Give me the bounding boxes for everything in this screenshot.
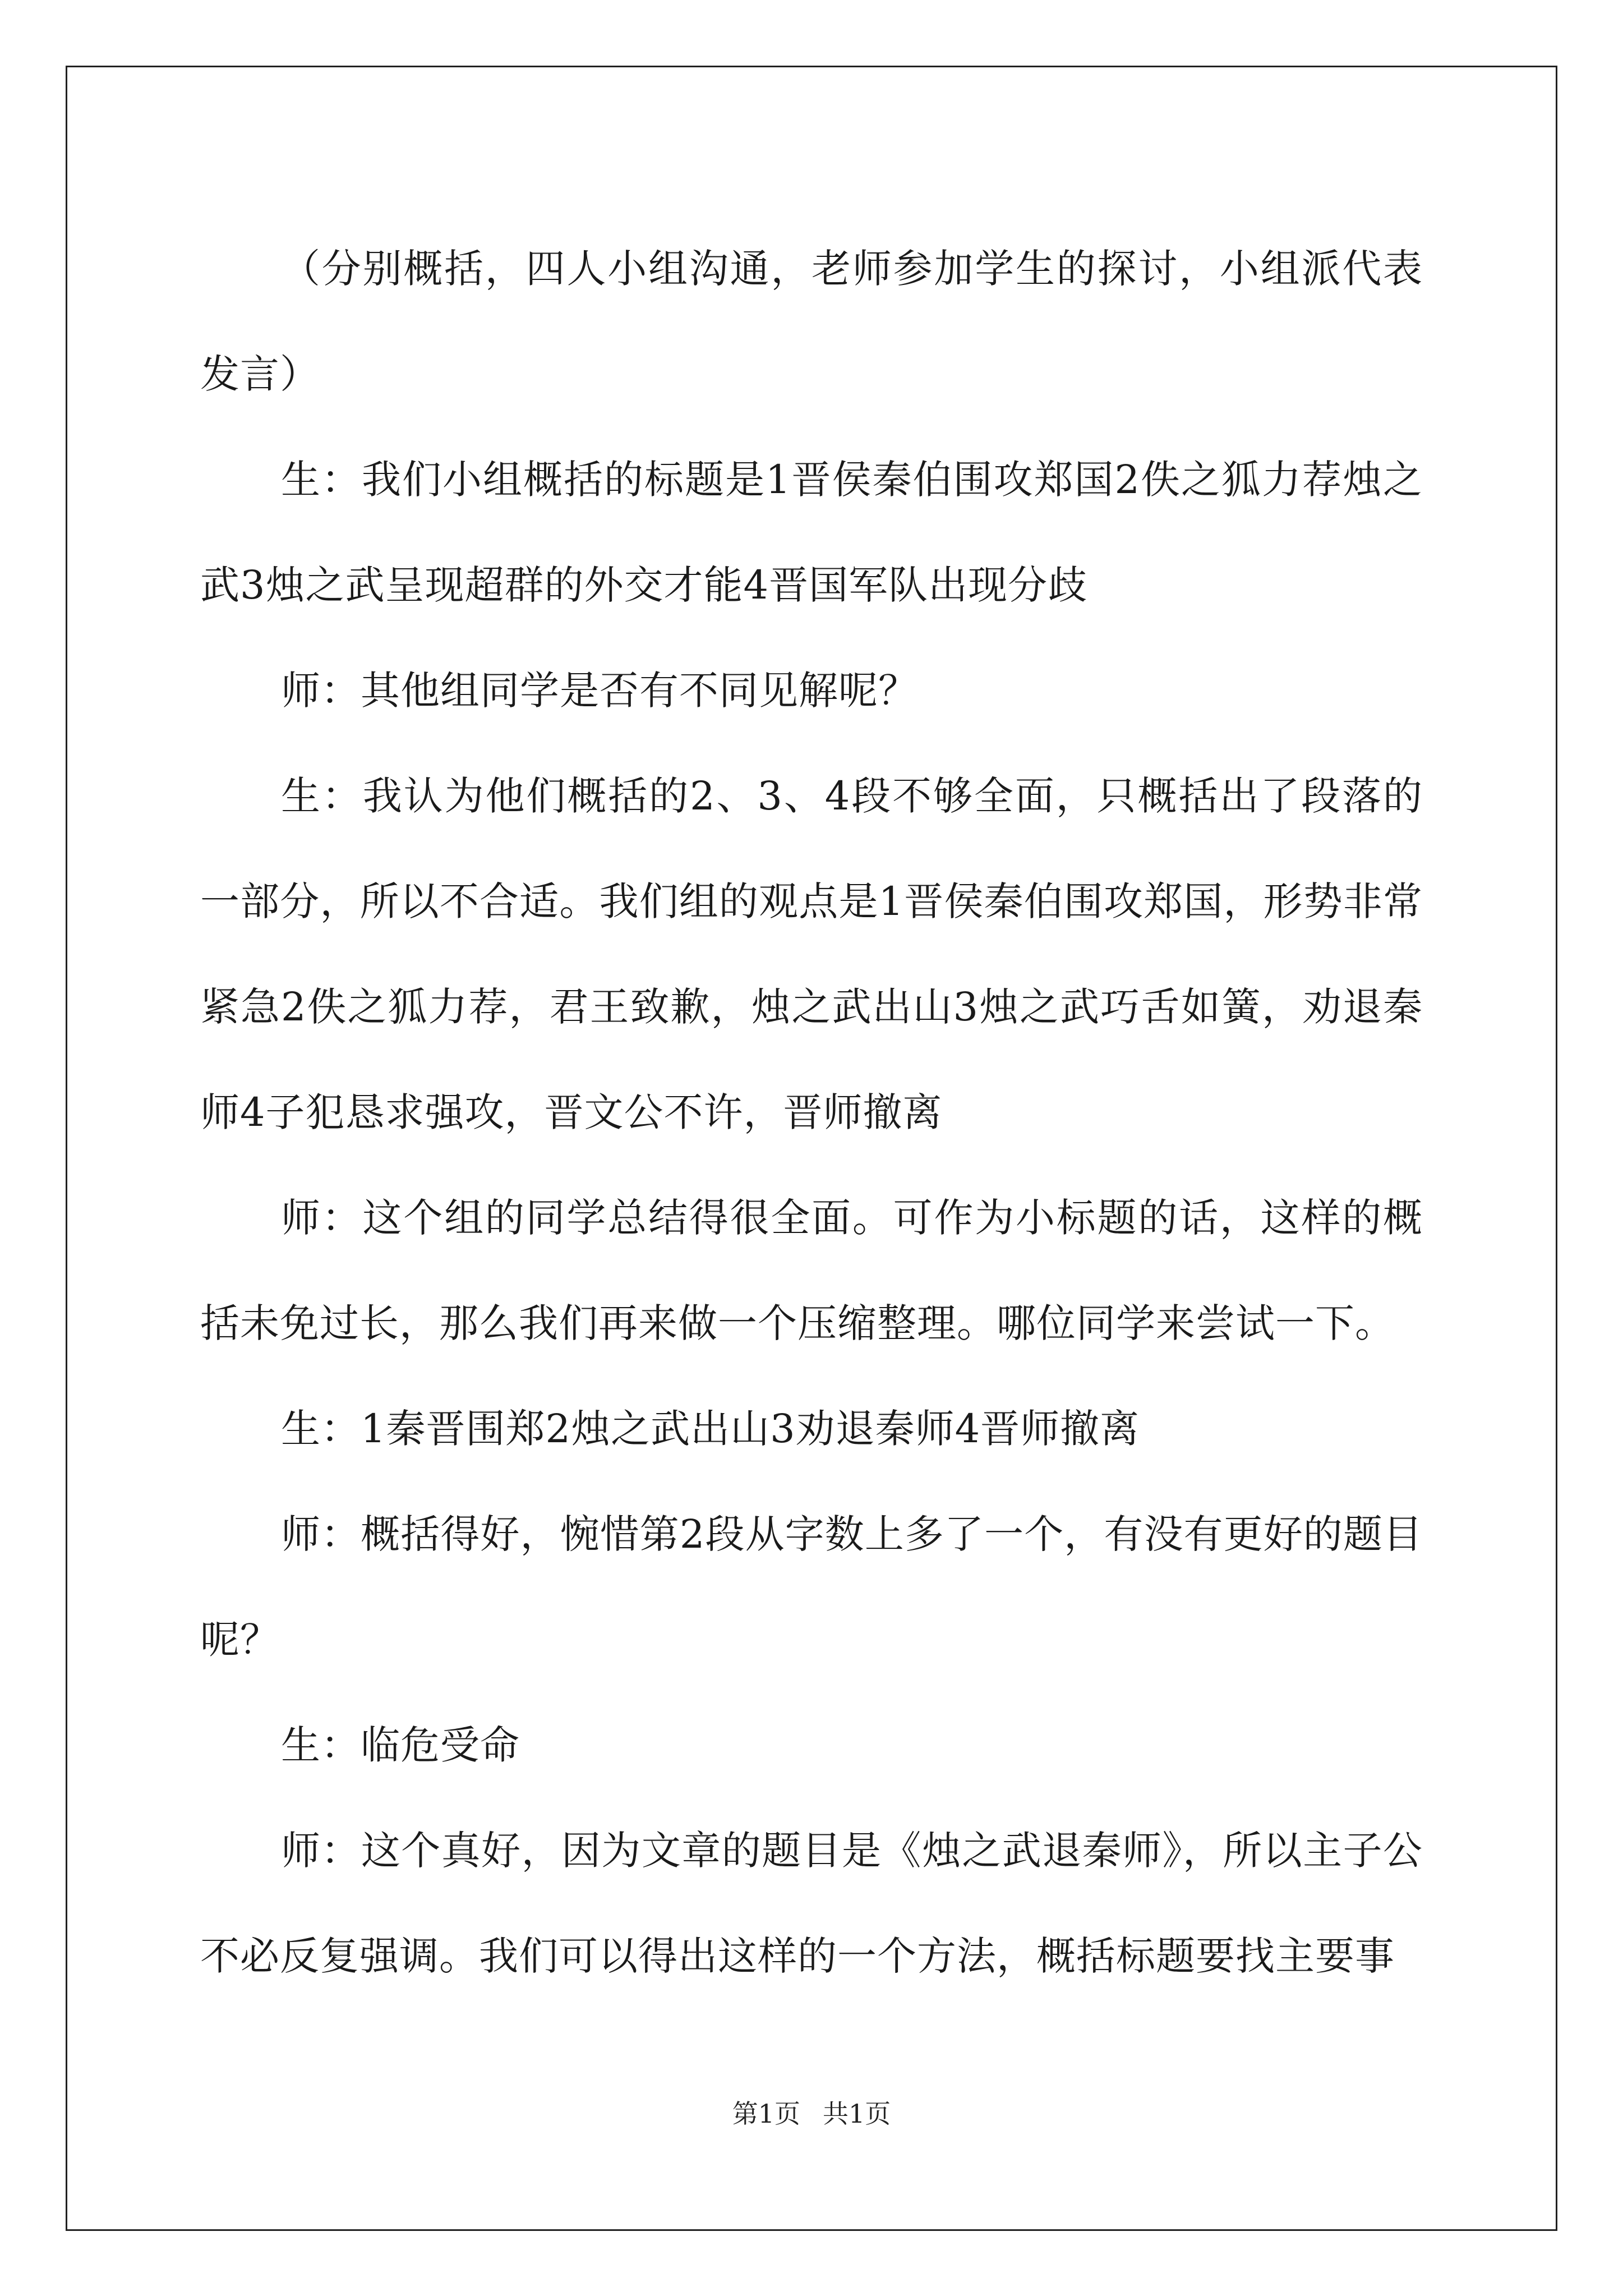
paragraph: 生：1秦晋围郑2烛之武出山3劝退秦师4晋师撤离	[281, 1406, 1140, 1452]
paragraph: 师：其他组同学是否有不同见解呢？	[281, 668, 918, 714]
paragraph: 师：这个组的同学总结得很全面。可作为小标题的话，这样的概括未免过长，那么我们再来做一个压缩整理。哪位同学来尝试一下。	[200, 1195, 1423, 1346]
page-footer	[0, 2097, 1623, 2131]
paragraph: 师：概括得好，惋惜第2段从字数上多了一个，有没有更好的题目呢？	[200, 1511, 1423, 1663]
page-total: 共1页	[823, 2099, 891, 2129]
paragraph: 生：我们小组概括的标题是1晋侯秦伯围攻郑国2佚之狐力荐烛之武3烛之武呈现超群的外交才能4晋国军队出现分歧	[200, 457, 1423, 608]
paragraph: 生：我认为他们概括的2、3、4段不够全面，只概括出了段落的一部分，所以不合适。我们组的观点是1晋侯秦伯围攻郑国，形势非常紧急2佚之狐力荐，君王致歉，烛之武出山3烛之武巧舌如簧，劝退秦师4子犯恳求强攻，晋文公不许，晋师撤离	[200, 773, 1423, 1135]
page-number: 第1页	[732, 2099, 800, 2129]
paragraph: 师：这个真好，因为文章的题目是《烛之武退秦师》，所以主子公不必反复强调。我们可以得出这样的一个方法，概括标题要找主要事	[200, 1828, 1423, 1979]
paragraph: 生：临危受命	[281, 1722, 520, 1768]
paragraph: （分别概括，四人小组沟通，老师参加学生的探讨，小组派代表发言）	[200, 246, 1423, 397]
document-body	[200, 216, 1423, 2009]
